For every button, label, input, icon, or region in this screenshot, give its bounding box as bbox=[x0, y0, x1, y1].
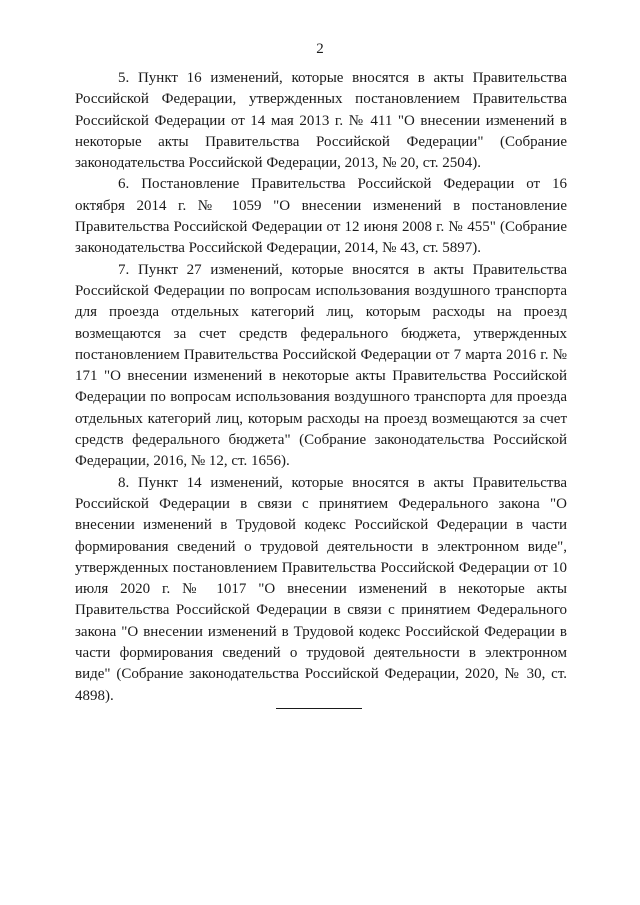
paragraph-item-8: 8. Пункт 14 изменений, которые вносятся в акты Правительства Российской Федерации в связи с принятием Федерального закона "О внесении изменений в Трудовой кодекс Российской Федерации в части формирования сведений о трудовой деятельности в электронном виде", утвержденных постановлением Правительства Российской Федерации от 10 июля 2020 г. № 1017 "О внесении изменений в некоторые акты Правительства Российской Федерации в связи с принятием Федерального закона "О внесении изменений в Трудовой кодекс Российской Федерации в части формирования сведений о трудовой деятельности в электронном виде" (Собрание законодательства Российской Федерации, 2020, № 30, ст. 4898). bbox=[75, 474, 567, 704]
paragraph-item-7: 7. Пункт 27 изменений, которые вносятся в акты Правительства Российской Федерации по вопросам использования воздушного транспорта для проезда отдельных категорий лиц, которым расходы на проезд возмещаются за счет средств федерального бюджета, утвержденных постановлением Правительства Российской Федерации от 7 марта 2016 г. № 171 "О внесении изменений в некоторые акты Правительства Российской Федерации по вопросам использования воздушного транспорта для проезда отдельных категорий лиц, которым расходы на проезд возмещаются за счет средств федерального бюджета" (Собрание законодательства Российской Федерации, 2016, № 12, ст. 1656). bbox=[75, 261, 567, 470]
document-body bbox=[75, 68, 567, 707]
end-of-document-rule bbox=[276, 708, 362, 709]
page-number: 2 bbox=[316, 41, 324, 57]
paragraph-item-6: 6. Постановление Правительства Российской Федерации от 16 октября 2014 г. № 1059 "О внесении изменений в постановление Правительства Российской Федерации от 12 июня 2008 г. № 455" (Собрание законодательства Российской Федерации, 2014, № 43, ст. 5897). bbox=[75, 176, 567, 257]
paragraph-item-5: 5. Пункт 16 изменений, которые вносятся в акты Правительства Российской Федерации, утвержденных постановлением Правительства Российской Федерации от 14 мая 2013 г. № 411 "О внесении изменений в некоторые акты Правительства Российской Федерации" (Собрание законодательства Российской Федерации, 2013, № 20, ст. 2504). bbox=[75, 70, 567, 172]
